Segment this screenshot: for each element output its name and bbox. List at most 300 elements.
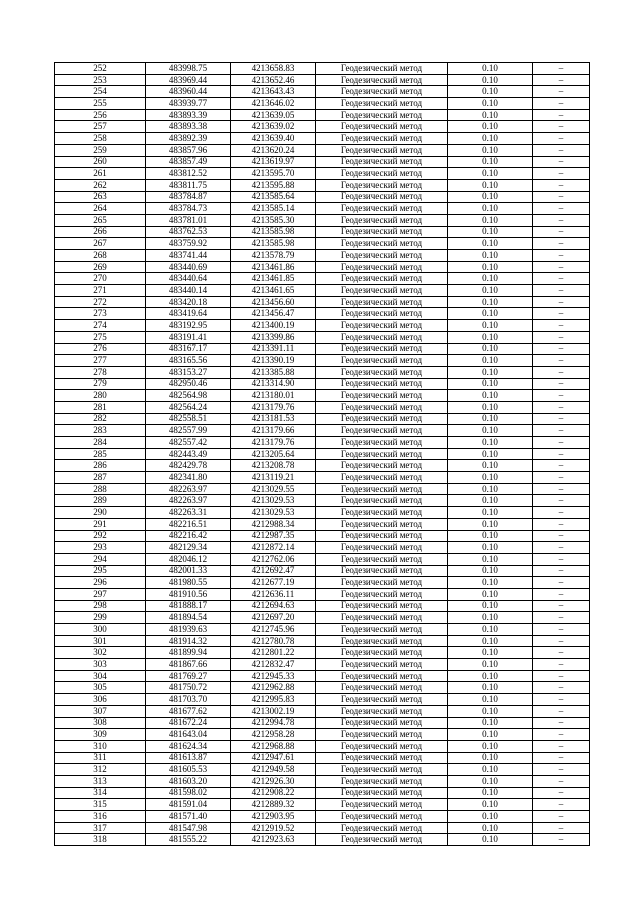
method-cell: Геодезический метод <box>316 203 448 215</box>
table-row <box>55 144 590 156</box>
table-row <box>55 203 590 215</box>
description-cell: – <box>533 600 590 612</box>
point-number-cell: 278 <box>55 366 146 378</box>
y-coordinate-cell: 4213456.47 <box>231 308 316 320</box>
x-coordinate-cell: 482429.78 <box>146 460 231 472</box>
table-row <box>55 413 590 425</box>
accuracy-cell: 0.10 <box>448 624 533 636</box>
method-cell: Геодезический метод <box>316 121 448 133</box>
description-cell: – <box>533 647 590 659</box>
accuracy-cell: 0.10 <box>448 437 533 449</box>
point-number-cell: 317 <box>55 822 146 834</box>
x-coordinate-cell: 482557.99 <box>146 425 231 437</box>
point-number-cell: 288 <box>55 483 146 495</box>
point-number-cell: 289 <box>55 495 146 507</box>
description-cell: – <box>533 63 590 75</box>
y-coordinate-cell: 4213180.01 <box>231 390 316 402</box>
y-coordinate-cell: 4213595.70 <box>231 168 316 180</box>
point-number-cell: 265 <box>55 214 146 226</box>
accuracy-cell: 0.10 <box>448 764 533 776</box>
table-row <box>55 261 590 273</box>
method-cell: Геодезический метод <box>316 553 448 565</box>
description-cell: – <box>533 179 590 191</box>
x-coordinate-cell: 483812.52 <box>146 168 231 180</box>
table-row <box>55 553 590 565</box>
description-cell: – <box>533 203 590 215</box>
accuracy-cell: 0.10 <box>448 740 533 752</box>
description-cell: – <box>533 740 590 752</box>
x-coordinate-cell: 481910.56 <box>146 588 231 600</box>
y-coordinate-cell: 4212872.14 <box>231 542 316 554</box>
accuracy-cell: 0.10 <box>448 86 533 98</box>
x-coordinate-cell: 483893.39 <box>146 109 231 121</box>
table-row <box>55 588 590 600</box>
y-coordinate-cell: 4213639.02 <box>231 121 316 133</box>
table-row <box>55 764 590 776</box>
method-cell: Геодезический метод <box>316 752 448 764</box>
x-coordinate-cell: 481571.40 <box>146 811 231 823</box>
x-coordinate-cell: 481894.54 <box>146 612 231 624</box>
table-row <box>55 495 590 507</box>
coordinates-table-body <box>55 63 590 846</box>
point-number-cell: 313 <box>55 775 146 787</box>
method-cell: Геодезический метод <box>316 799 448 811</box>
point-number-cell: 273 <box>55 308 146 320</box>
method-cell: Геодезический метод <box>316 822 448 834</box>
x-coordinate-cell: 481899.94 <box>146 647 231 659</box>
x-coordinate-cell: 483440.64 <box>146 273 231 285</box>
description-cell: – <box>533 156 590 168</box>
description-cell: – <box>533 226 590 238</box>
description-cell: – <box>533 331 590 343</box>
table-row <box>55 390 590 402</box>
description-cell: – <box>533 717 590 729</box>
point-number-cell: 257 <box>55 121 146 133</box>
accuracy-cell: 0.10 <box>448 822 533 834</box>
accuracy-cell: 0.10 <box>448 401 533 413</box>
table-row <box>55 483 590 495</box>
accuracy-cell: 0.10 <box>448 682 533 694</box>
table-row <box>55 331 590 343</box>
table-row <box>55 168 590 180</box>
point-number-cell: 270 <box>55 273 146 285</box>
y-coordinate-cell: 4213314.90 <box>231 378 316 390</box>
y-coordinate-cell: 4212636.11 <box>231 588 316 600</box>
x-coordinate-cell: 483969.44 <box>146 74 231 86</box>
method-cell: Геодезический метод <box>316 437 448 449</box>
point-number-cell: 301 <box>55 635 146 647</box>
description-cell: – <box>533 448 590 460</box>
description-cell: – <box>533 343 590 355</box>
point-number-cell: 302 <box>55 647 146 659</box>
description-cell: – <box>533 437 590 449</box>
method-cell: Геодезический метод <box>316 86 448 98</box>
x-coordinate-cell: 482263.97 <box>146 495 231 507</box>
description-cell: – <box>533 320 590 332</box>
method-cell: Геодезический метод <box>316 168 448 180</box>
coordinates-table <box>54 62 590 846</box>
table-row <box>55 542 590 554</box>
method-cell: Геодезический метод <box>316 191 448 203</box>
point-number-cell: 305 <box>55 682 146 694</box>
description-cell: – <box>533 390 590 402</box>
description-cell: – <box>533 74 590 86</box>
y-coordinate-cell: 4213639.40 <box>231 133 316 145</box>
description-cell: – <box>533 144 590 156</box>
x-coordinate-cell: 481769.27 <box>146 670 231 682</box>
x-coordinate-cell: 483857.49 <box>146 156 231 168</box>
method-cell: Геодезический метод <box>316 518 448 530</box>
accuracy-cell: 0.10 <box>448 647 533 659</box>
y-coordinate-cell: 4213658.83 <box>231 63 316 75</box>
table-row <box>55 752 590 764</box>
x-coordinate-cell: 482263.31 <box>146 507 231 519</box>
method-cell: Геодезический метод <box>316 682 448 694</box>
method-cell: Геодезический метод <box>316 694 448 706</box>
method-cell: Геодезический метод <box>316 144 448 156</box>
accuracy-cell: 0.10 <box>448 659 533 671</box>
y-coordinate-cell: 4212780.78 <box>231 635 316 647</box>
description-cell: – <box>533 799 590 811</box>
method-cell: Геодезический метод <box>316 355 448 367</box>
accuracy-cell: 0.10 <box>448 694 533 706</box>
method-cell: Геодезический метод <box>316 98 448 110</box>
accuracy-cell: 0.10 <box>448 331 533 343</box>
description-cell: – <box>533 635 590 647</box>
y-coordinate-cell: 4213399.86 <box>231 331 316 343</box>
table-row <box>55 775 590 787</box>
method-cell: Геодезический метод <box>316 390 448 402</box>
y-coordinate-cell: 4213002.19 <box>231 705 316 717</box>
table-row <box>55 740 590 752</box>
point-number-cell: 286 <box>55 460 146 472</box>
y-coordinate-cell: 4213029.55 <box>231 483 316 495</box>
method-cell: Геодезический метод <box>316 705 448 717</box>
point-number-cell: 297 <box>55 588 146 600</box>
point-number-cell: 259 <box>55 144 146 156</box>
point-number-cell: 292 <box>55 530 146 542</box>
y-coordinate-cell: 4213179.66 <box>231 425 316 437</box>
x-coordinate-cell: 481980.55 <box>146 577 231 589</box>
y-coordinate-cell: 4213456.60 <box>231 296 316 308</box>
table-row <box>55 507 590 519</box>
description-cell: – <box>533 682 590 694</box>
y-coordinate-cell: 4212995.83 <box>231 694 316 706</box>
accuracy-cell: 0.10 <box>448 565 533 577</box>
accuracy-cell: 0.10 <box>448 752 533 764</box>
point-number-cell: 262 <box>55 179 146 191</box>
x-coordinate-cell: 483420.18 <box>146 296 231 308</box>
x-coordinate-cell: 482129.34 <box>146 542 231 554</box>
description-cell: – <box>533 764 590 776</box>
x-coordinate-cell: 481591.04 <box>146 799 231 811</box>
table-row <box>55 624 590 636</box>
description-cell: – <box>533 238 590 250</box>
method-cell: Геодезический метод <box>316 740 448 752</box>
description-cell: – <box>533 822 590 834</box>
table-row <box>55 425 590 437</box>
description-cell: – <box>533 191 590 203</box>
table-row <box>55 682 590 694</box>
point-number-cell: 280 <box>55 390 146 402</box>
method-cell: Геодезический метод <box>316 238 448 250</box>
x-coordinate-cell: 481888.17 <box>146 600 231 612</box>
point-number-cell: 293 <box>55 542 146 554</box>
method-cell: Геодезический метод <box>316 635 448 647</box>
accuracy-cell: 0.10 <box>448 717 533 729</box>
point-number-cell: 303 <box>55 659 146 671</box>
x-coordinate-cell: 482341.80 <box>146 472 231 484</box>
point-number-cell: 306 <box>55 694 146 706</box>
x-coordinate-cell: 483165.56 <box>146 355 231 367</box>
table-row <box>55 285 590 297</box>
x-coordinate-cell: 483741.44 <box>146 250 231 262</box>
accuracy-cell: 0.10 <box>448 460 533 472</box>
description-cell: – <box>533 729 590 741</box>
table-row <box>55 98 590 110</box>
x-coordinate-cell: 481643.04 <box>146 729 231 741</box>
point-number-cell: 300 <box>55 624 146 636</box>
point-number-cell: 294 <box>55 553 146 565</box>
table-row <box>55 378 590 390</box>
description-cell: – <box>533 752 590 764</box>
y-coordinate-cell: 4213179.76 <box>231 437 316 449</box>
accuracy-cell: 0.10 <box>448 507 533 519</box>
method-cell: Геодезический метод <box>316 308 448 320</box>
method-cell: Геодезический метод <box>316 542 448 554</box>
accuracy-cell: 0.10 <box>448 448 533 460</box>
method-cell: Геодезический метод <box>316 659 448 671</box>
description-cell: – <box>533 577 590 589</box>
method-cell: Геодезический метод <box>316 577 448 589</box>
table-row <box>55 612 590 624</box>
y-coordinate-cell: 4212947.61 <box>231 752 316 764</box>
description-cell: – <box>533 261 590 273</box>
table-row <box>55 799 590 811</box>
accuracy-cell: 0.10 <box>448 296 533 308</box>
method-cell: Геодезический метод <box>316 624 448 636</box>
y-coordinate-cell: 4212745.96 <box>231 624 316 636</box>
table-row <box>55 717 590 729</box>
point-number-cell: 316 <box>55 811 146 823</box>
description-cell: – <box>533 472 590 484</box>
accuracy-cell: 0.10 <box>448 273 533 285</box>
method-cell: Геодезический метод <box>316 787 448 799</box>
point-number-cell: 274 <box>55 320 146 332</box>
description-cell: – <box>533 308 590 320</box>
x-coordinate-cell: 483762.53 <box>146 226 231 238</box>
y-coordinate-cell: 4213595.88 <box>231 179 316 191</box>
accuracy-cell: 0.10 <box>448 214 533 226</box>
y-coordinate-cell: 4212958.28 <box>231 729 316 741</box>
accuracy-cell: 0.10 <box>448 425 533 437</box>
point-number-cell: 261 <box>55 168 146 180</box>
y-coordinate-cell: 4212697.20 <box>231 612 316 624</box>
point-number-cell: 308 <box>55 717 146 729</box>
x-coordinate-cell: 483153.27 <box>146 366 231 378</box>
y-coordinate-cell: 4213029.53 <box>231 507 316 519</box>
x-coordinate-cell: 483167.17 <box>146 343 231 355</box>
accuracy-cell: 0.10 <box>448 705 533 717</box>
accuracy-cell: 0.10 <box>448 226 533 238</box>
point-number-cell: 290 <box>55 507 146 519</box>
method-cell: Геодезический метод <box>316 495 448 507</box>
method-cell: Геодезический метод <box>316 413 448 425</box>
table-row <box>55 472 590 484</box>
accuracy-cell: 0.10 <box>448 98 533 110</box>
accuracy-cell: 0.10 <box>448 588 533 600</box>
x-coordinate-cell: 483892.39 <box>146 133 231 145</box>
method-cell: Геодезический метод <box>316 425 448 437</box>
x-coordinate-cell: 481914.32 <box>146 635 231 647</box>
y-coordinate-cell: 4212903.95 <box>231 811 316 823</box>
description-cell: – <box>533 670 590 682</box>
table-row <box>55 366 590 378</box>
y-coordinate-cell: 4212962.88 <box>231 682 316 694</box>
y-coordinate-cell: 4213652.46 <box>231 74 316 86</box>
accuracy-cell: 0.10 <box>448 250 533 262</box>
table-row <box>55 729 590 741</box>
description-cell: – <box>533 401 590 413</box>
description-cell: – <box>533 530 590 542</box>
x-coordinate-cell: 483811.75 <box>146 179 231 191</box>
description-cell: – <box>533 168 590 180</box>
x-coordinate-cell: 481547.98 <box>146 822 231 834</box>
point-number-cell: 296 <box>55 577 146 589</box>
accuracy-cell: 0.10 <box>448 729 533 741</box>
method-cell: Геодезический метод <box>316 214 448 226</box>
point-number-cell: 298 <box>55 600 146 612</box>
description-cell: – <box>533 507 590 519</box>
method-cell: Геодезический метод <box>316 343 448 355</box>
point-number-cell: 310 <box>55 740 146 752</box>
point-number-cell: 311 <box>55 752 146 764</box>
method-cell: Геодезический метод <box>316 320 448 332</box>
table-row <box>55 530 590 542</box>
description-cell: – <box>533 460 590 472</box>
point-number-cell: 315 <box>55 799 146 811</box>
accuracy-cell: 0.10 <box>448 553 533 565</box>
accuracy-cell: 0.10 <box>448 285 533 297</box>
x-coordinate-cell: 482558.51 <box>146 413 231 425</box>
x-coordinate-cell: 482263.97 <box>146 483 231 495</box>
y-coordinate-cell: 4212832.47 <box>231 659 316 671</box>
table-row <box>55 565 590 577</box>
method-cell: Геодезический метод <box>316 670 448 682</box>
point-number-cell: 309 <box>55 729 146 741</box>
document-page <box>54 62 586 846</box>
x-coordinate-cell: 481624.34 <box>146 740 231 752</box>
method-cell: Геодезический метод <box>316 250 448 262</box>
accuracy-cell: 0.10 <box>448 577 533 589</box>
y-coordinate-cell: 4212694.63 <box>231 600 316 612</box>
y-coordinate-cell: 4213029.53 <box>231 495 316 507</box>
point-number-cell: 314 <box>55 787 146 799</box>
method-cell: Геодезический метод <box>316 600 448 612</box>
description-cell: – <box>533 775 590 787</box>
x-coordinate-cell: 483191.41 <box>146 331 231 343</box>
description-cell: – <box>533 483 590 495</box>
y-coordinate-cell: 4212908.22 <box>231 787 316 799</box>
point-number-cell: 307 <box>55 705 146 717</box>
point-number-cell: 256 <box>55 109 146 121</box>
y-coordinate-cell: 4213461.85 <box>231 273 316 285</box>
y-coordinate-cell: 4212692.47 <box>231 565 316 577</box>
table-row <box>55 460 590 472</box>
method-cell: Геодезический метод <box>316 775 448 787</box>
accuracy-cell: 0.10 <box>448 121 533 133</box>
table-row <box>55 273 590 285</box>
table-row <box>55 63 590 75</box>
table-row <box>55 705 590 717</box>
x-coordinate-cell: 482046.12 <box>146 553 231 565</box>
accuracy-cell: 0.10 <box>448 144 533 156</box>
table-row <box>55 156 590 168</box>
y-coordinate-cell: 4213585.98 <box>231 226 316 238</box>
description-cell: – <box>533 705 590 717</box>
table-row <box>55 670 590 682</box>
x-coordinate-cell: 481867.66 <box>146 659 231 671</box>
method-cell: Геодезический метод <box>316 296 448 308</box>
description-cell: – <box>533 588 590 600</box>
method-cell: Геодезический метод <box>316 109 448 121</box>
table-row <box>55 448 590 460</box>
point-number-cell: 269 <box>55 261 146 273</box>
x-coordinate-cell: 483784.87 <box>146 191 231 203</box>
accuracy-cell: 0.10 <box>448 168 533 180</box>
accuracy-cell: 0.10 <box>448 811 533 823</box>
accuracy-cell: 0.10 <box>448 542 533 554</box>
accuracy-cell: 0.10 <box>448 203 533 215</box>
method-cell: Геодезический метод <box>316 483 448 495</box>
point-number-cell: 268 <box>55 250 146 262</box>
point-number-cell: 295 <box>55 565 146 577</box>
x-coordinate-cell: 483759.92 <box>146 238 231 250</box>
point-number-cell: 260 <box>55 156 146 168</box>
point-number-cell: 287 <box>55 472 146 484</box>
point-number-cell: 279 <box>55 378 146 390</box>
y-coordinate-cell: 4213578.79 <box>231 250 316 262</box>
description-cell: – <box>533 787 590 799</box>
method-cell: Геодезический метод <box>316 285 448 297</box>
accuracy-cell: 0.10 <box>448 612 533 624</box>
x-coordinate-cell: 482216.51 <box>146 518 231 530</box>
description-cell: – <box>533 565 590 577</box>
method-cell: Геодезический метод <box>316 530 448 542</box>
y-coordinate-cell: 4213390.19 <box>231 355 316 367</box>
accuracy-cell: 0.10 <box>448 390 533 402</box>
table-row <box>55 191 590 203</box>
accuracy-cell: 0.10 <box>448 320 533 332</box>
method-cell: Геодезический метод <box>316 834 448 846</box>
x-coordinate-cell: 481703.70 <box>146 694 231 706</box>
table-row <box>55 214 590 226</box>
point-number-cell: 277 <box>55 355 146 367</box>
x-coordinate-cell: 483893.38 <box>146 121 231 133</box>
x-coordinate-cell: 481613.87 <box>146 752 231 764</box>
accuracy-cell: 0.10 <box>448 635 533 647</box>
accuracy-cell: 0.10 <box>448 495 533 507</box>
y-coordinate-cell: 4212988.34 <box>231 518 316 530</box>
y-coordinate-cell: 4212994.78 <box>231 717 316 729</box>
point-number-cell: 266 <box>55 226 146 238</box>
x-coordinate-cell: 483784.73 <box>146 203 231 215</box>
method-cell: Геодезический метод <box>316 588 448 600</box>
table-row <box>55 308 590 320</box>
y-coordinate-cell: 4212923.63 <box>231 834 316 846</box>
x-coordinate-cell: 482950.46 <box>146 378 231 390</box>
x-coordinate-cell: 483781.01 <box>146 214 231 226</box>
